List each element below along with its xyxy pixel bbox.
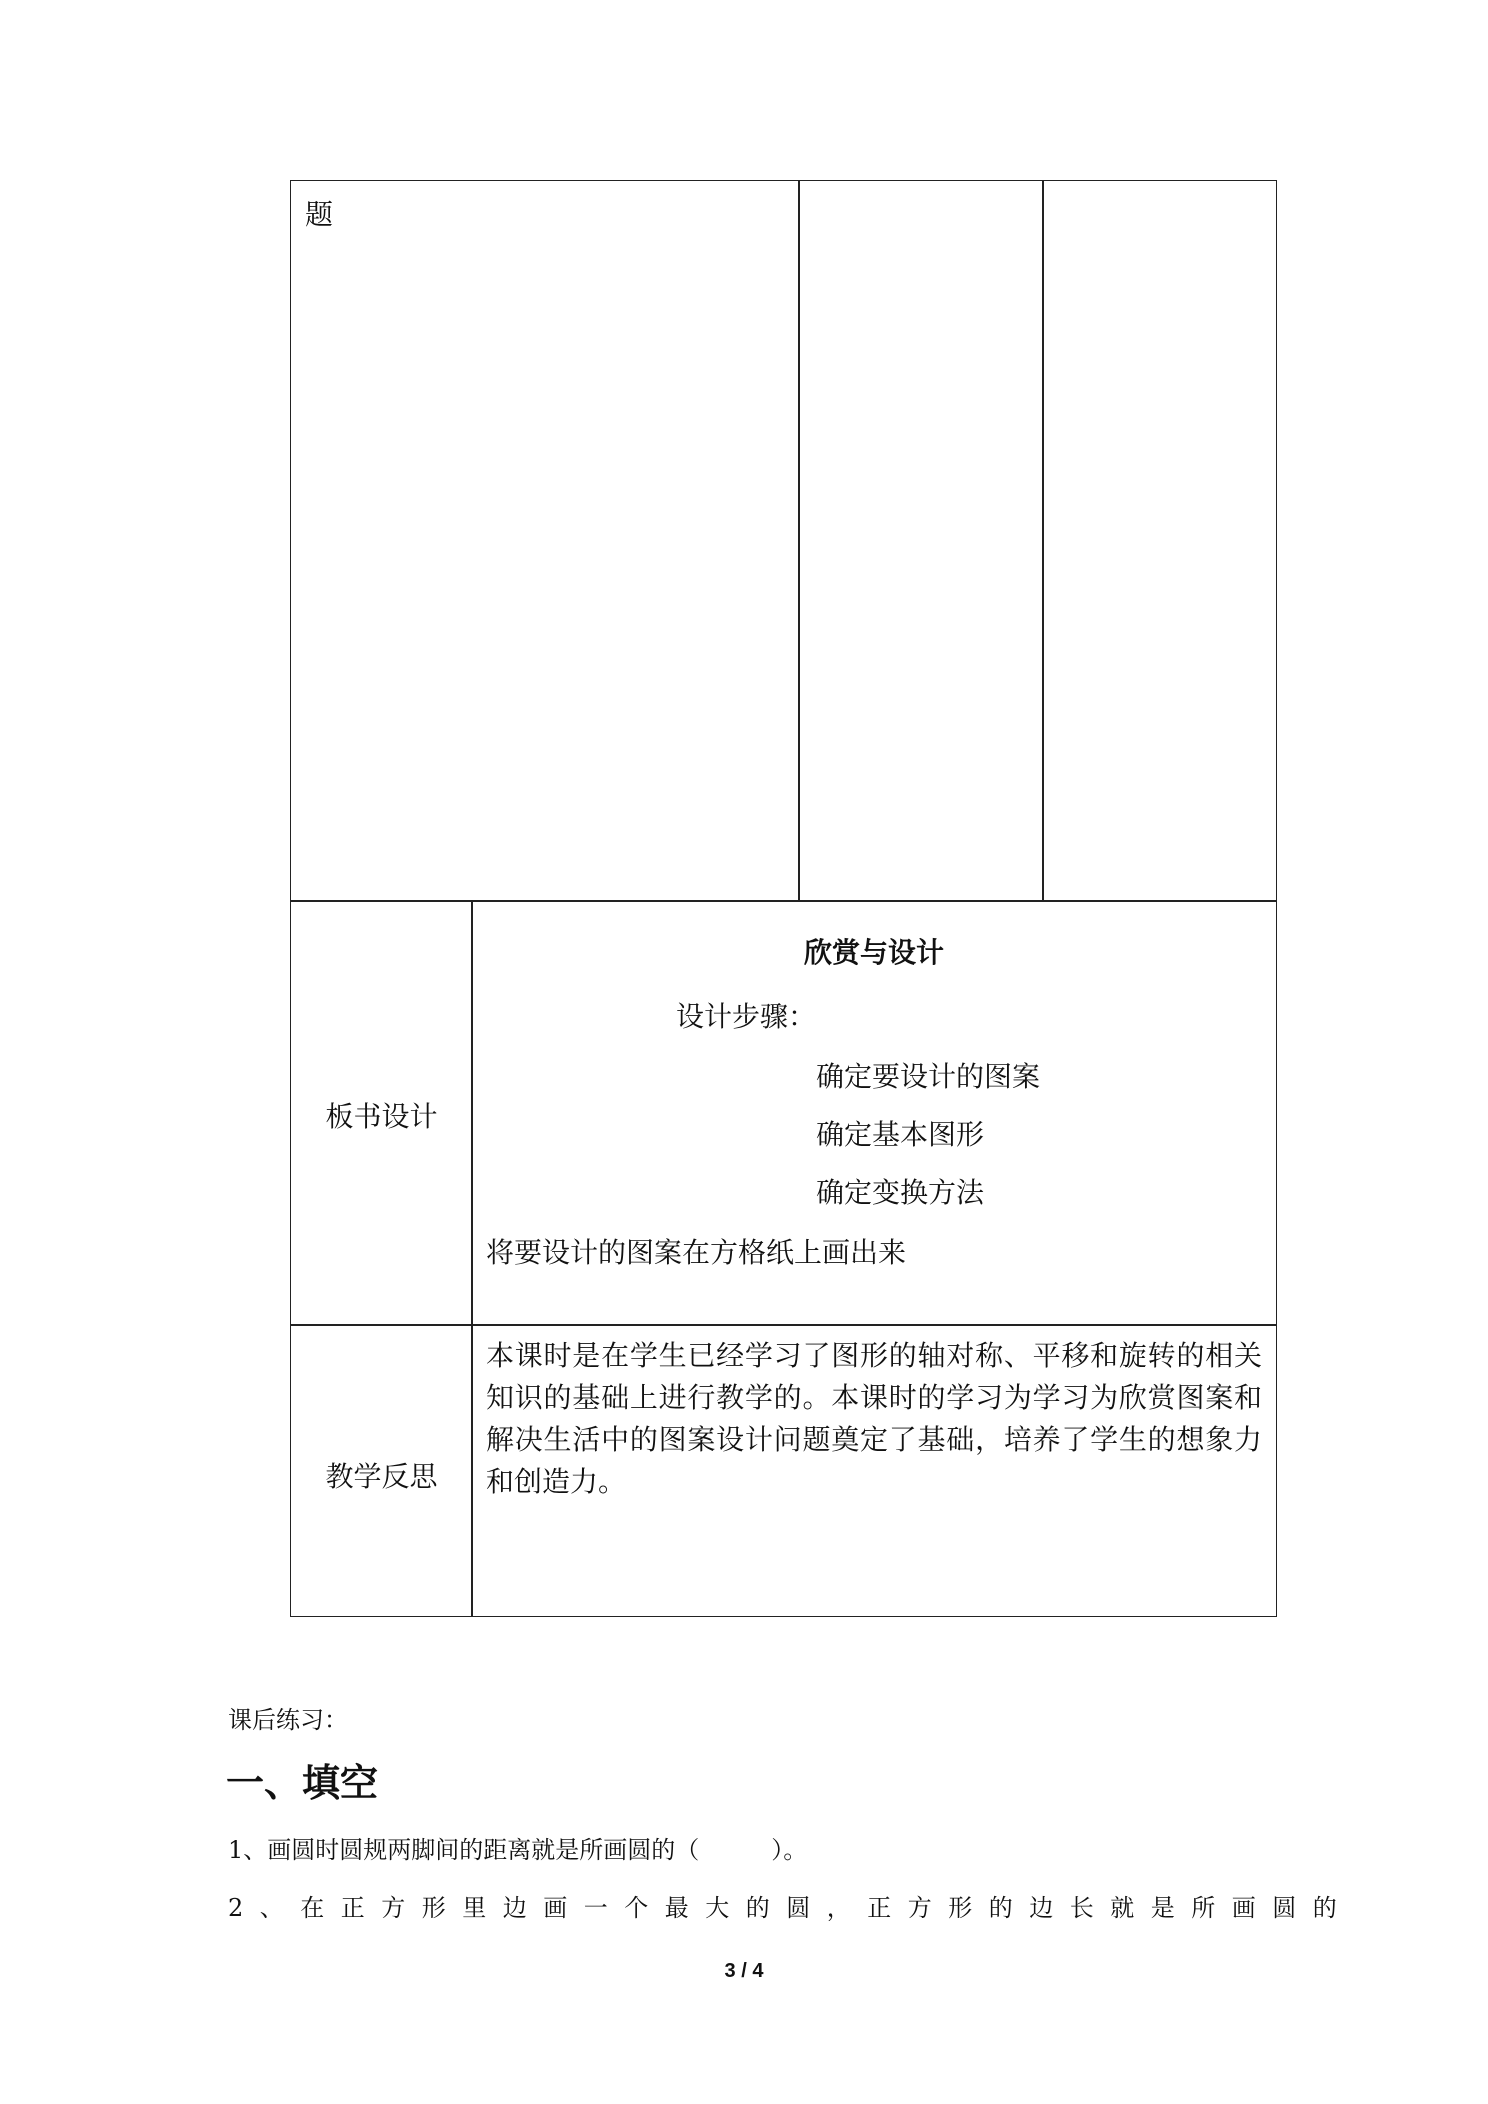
board-design-label: 板书设计 (325, 1100, 438, 1133)
table-top-cell-3 (1042, 180, 1277, 902)
board-design-subtitle: 设计步骤： (676, 1000, 817, 1033)
table-top-cell-2 (798, 180, 1044, 902)
board-design-step-1: 确定要设计的图案 (816, 1060, 1041, 1093)
top-cell-text: 题 (305, 198, 334, 231)
reflection-label: 教学反思 (325, 1460, 438, 1493)
section-title: 一、填空 (226, 1761, 379, 1805)
board-design-content-cell (471, 900, 1277, 1326)
reflection-text: 本课时是在学生已经学习了图形的轴对称、平移和旋转的相关知识的基础上进行教学的。本课时的学习为学习为欣赏图案和解决生活中的图案设计问题奠定了基础，培养了学生的想象力和创造力。 (486, 1339, 1262, 1498)
exercises-heading: 课后练习： (228, 1706, 348, 1734)
board-design-step-3: 确定变换方法 (816, 1176, 985, 1209)
reflection-label-cell (290, 1324, 473, 1617)
board-design-title: 欣赏与设计 (803, 936, 944, 969)
board-design-label-cell (290, 900, 473, 1326)
table-top-cell-1 (290, 180, 800, 902)
question-1: 1、画圆时圆规两脚间的距离就是所画圆的（ ）。 (228, 1836, 808, 1864)
reflection-content-cell (471, 1324, 1277, 1617)
board-design-step-2: 确定基本图形 (816, 1118, 985, 1151)
page-number: 3 / 4 (724, 1960, 764, 1982)
lesson-table (290, 180, 1277, 1617)
board-design-final-step: 将要设计的图案在方格纸上画出来 (486, 1236, 907, 1269)
question-2: 2、在正方形里边画一个最大的圆，正方形的边长就是所画圆的 (228, 1894, 1354, 1922)
